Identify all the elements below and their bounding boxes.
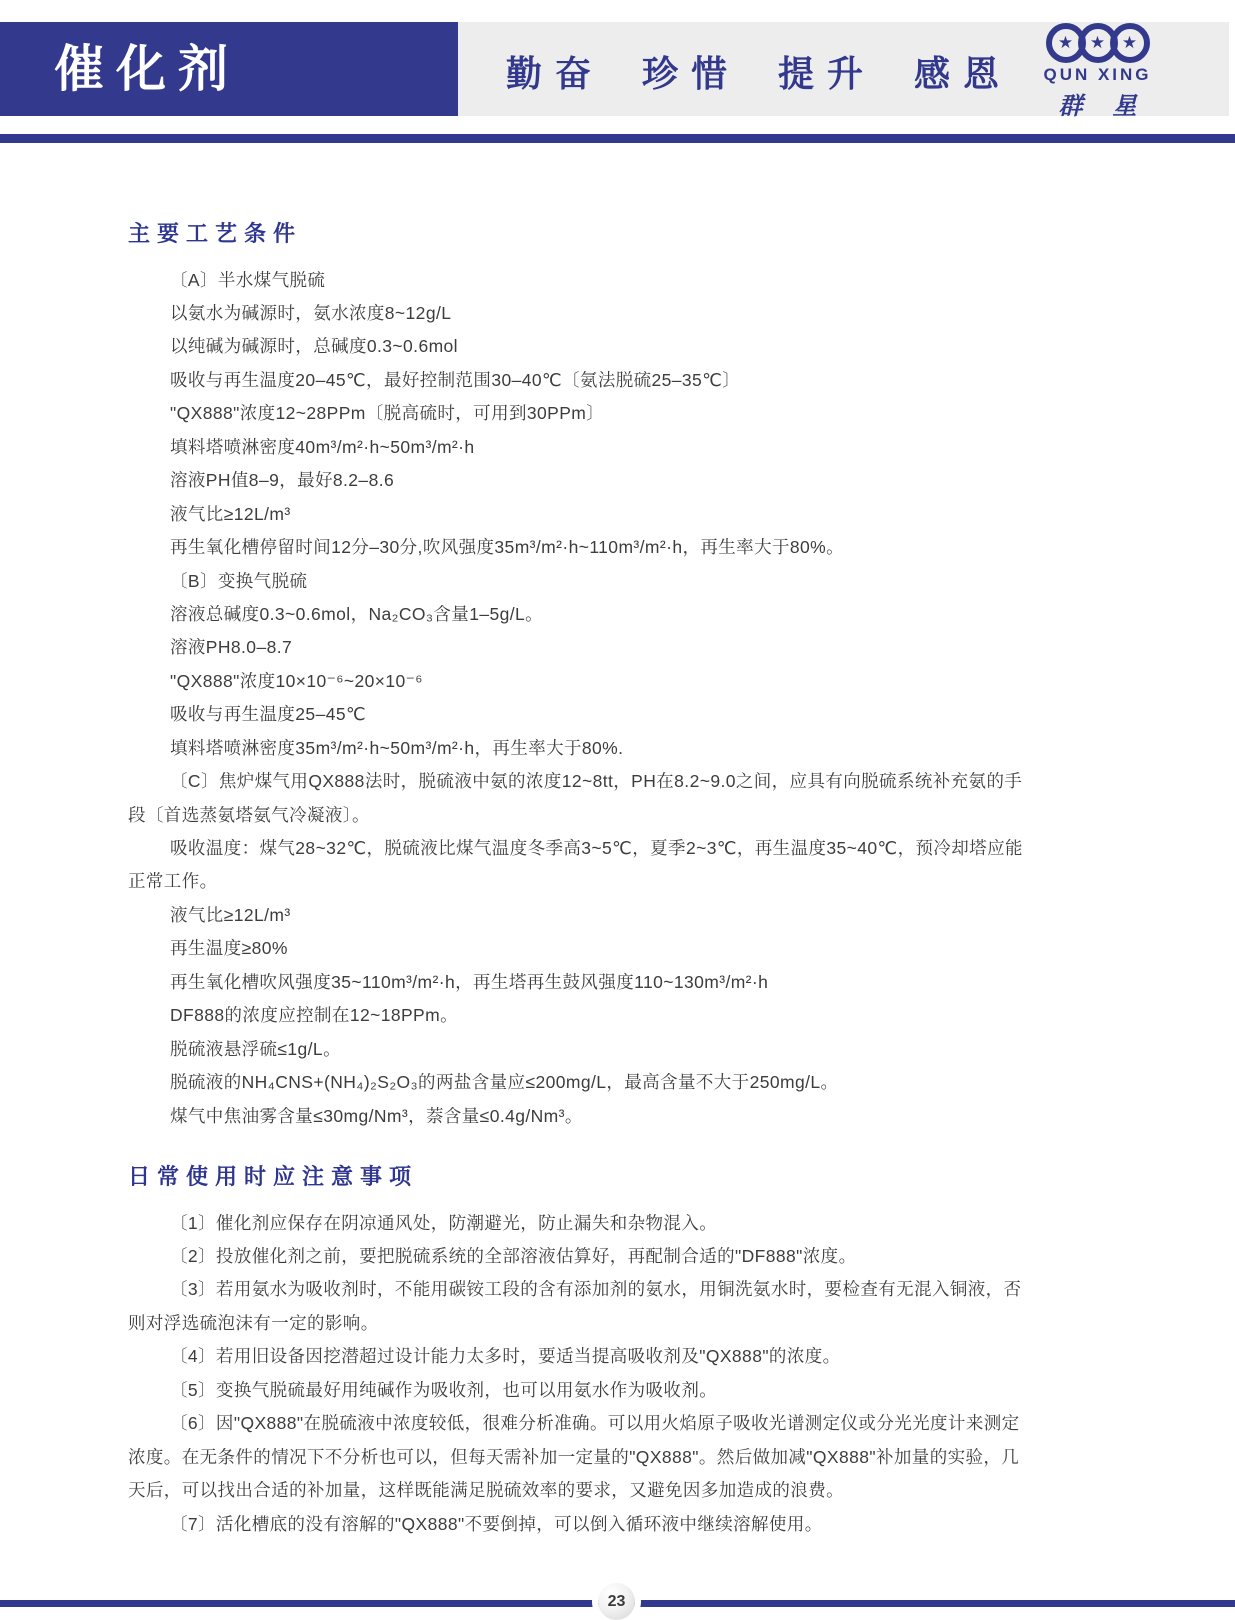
text-line: 再生温度≥80% [170, 938, 288, 959]
text-line: 〔7〕活化槽底的没有溶解的"QX888"不要倒掉，可以倒入循环液中继续溶解使用。 [170, 1513, 823, 1534]
text-line: 溶液PH8.0–8.7 [170, 637, 293, 658]
text-line: 〔B〕变换气脱硫 [170, 570, 308, 591]
text-line: 吸收与再生温度20–45℃，最好控制范围30–40℃〔氨法脱硫25–35℃〕 [170, 369, 741, 390]
text-line: 溶液总碱度0.3~0.6mol，Na₂CO₃含量1–5g/L。 [170, 603, 544, 624]
text-line: 〔4〕若用旧设备因挖潜超过设计能力太多时，要适当提高吸收剂及"QX888"的浓度。 [170, 1346, 841, 1367]
header-band [458, 22, 1229, 120]
text-line: 液气比≥12L/m³ [170, 503, 291, 524]
text-line: 天后，可以找出合适的补加量，这样既能满足脱硫效率的要求，又避免因多加造成的浪费。 [128, 1480, 844, 1501]
text-line: 脱硫液的NH₄CNS+(NH₄)₂S₂O₃的两盐含量应≤200mg/L，最高含量不大于250mg/L。 [170, 1072, 839, 1093]
text-line: 脱硫液悬浮硫≤1g/L。 [170, 1038, 341, 1059]
text-line: 液气比≥12L/m³ [170, 904, 291, 925]
logo-cn-char: 群 [1058, 94, 1083, 120]
text-line: "QX888"浓度10×10⁻⁶~20×10⁻⁶ [170, 670, 423, 691]
slogan-word: 勤奋 [506, 54, 605, 94]
text-line: 〔5〕变换气脱硫最好用纯碱作为吸收剂，也可以用氨水作为吸收剂。 [170, 1379, 718, 1400]
text-line: 煤气中焦油雾含量≤30mg/Nm³，萘含量≤0.4g/Nm³。 [170, 1105, 583, 1126]
page-number-badge: 23 [598, 1583, 635, 1620]
slogan-word: 感恩 [914, 54, 1013, 94]
header-divider [0, 134, 1235, 143]
logo-text-cn [1010, 86, 1185, 121]
page-title: 催化剂 [54, 41, 240, 97]
text-line: 〔3〕若用氨水为吸收剂时，不能用碳铵工段的含有添加剂的氨水，用铜洗氨水时，要检查有无混入铜液，否 [170, 1279, 1022, 1300]
text-line: 吸收温度：煤气28~32℃，脱硫液比煤气温度冬季高3~5℃，夏季2~3℃，再生温度35~40℃，预冷却塔应能 [170, 838, 1023, 859]
brand-title-block [0, 22, 458, 116]
text-line: 〔1〕催化剂应保存在阴凉通风处，防潮避光，防止漏失和杂物混入。 [170, 1212, 718, 1233]
text-line: 段〔首选蒸氨塔氨气冷凝液〕。 [128, 804, 370, 825]
text-line: DF888的浓度应控制在12~18PPm。 [170, 1005, 458, 1026]
text-line: 〔6〕因"QX888"在脱硫液中浓度较低，很难分析准确。可以用火焰原子吸收光谱测定仪或分光光度计来测定 [170, 1413, 1020, 1434]
company-logo [1010, 23, 1185, 121]
logo-text-en: QUN XING [1043, 65, 1152, 84]
text-line: 〔A〕半水煤气脱硫 [170, 269, 326, 290]
text-line: "QX888"浓度12~28PPm〔脱高硫时，可用到30PPm〕 [170, 403, 605, 424]
star-icon: ★ [1089, 32, 1106, 53]
text-line: 以纯碱为碱源时，总碱度0.3~0.6mol [170, 336, 458, 357]
text-line: 再生氧化槽停留时间12分–30分,吹风强度35m³/m²·h~110m³/m²·h，再生率大于80%。 [170, 537, 844, 558]
text-line: 〔C〕焦炉煤气用QX888法时，脱硫液中氨的浓度12~8tt，PH在8.2~9.0之间，应具有向脱硫系统补充氨的手 [170, 771, 1023, 792]
text-line: 正常工作。 [128, 871, 218, 892]
text-line: 填料塔喷淋密度40m³/m²·h~50m³/m²·h [170, 436, 475, 457]
star-icon: ★ [1121, 32, 1138, 53]
text-line: 则对浮选硫泡沫有一定的影响。 [128, 1312, 379, 1333]
text-line: 吸收与再生温度25–45℃ [170, 704, 367, 725]
text-line: 溶液PH值8–9，最好8.2–8.6 [170, 470, 395, 491]
slogan-word: 提升 [778, 54, 877, 94]
text-line: 填料塔喷淋密度35m³/m²·h~50m³/m²·h，再生率大于80%. [170, 737, 624, 758]
logo-cn-char: 星 [1112, 94, 1137, 120]
document-body [128, 143, 1138, 1541]
section-heading: 主要工艺条件 [128, 221, 303, 246]
logo-rings-icon [1010, 23, 1185, 63]
ring-icon [1110, 23, 1150, 63]
slogan [506, 46, 1012, 97]
star-icon: ★ [1057, 32, 1074, 53]
text-line: 浓度。在无条件的情况下不分析也可以，但每天需补加一定量的"QX888"。然后做加减"QX888"补加量的实验，几 [128, 1446, 1020, 1467]
slogan-word: 珍惜 [642, 54, 741, 94]
section-heading: 日常使用时应注意事项 [128, 1163, 419, 1189]
text-line: 〔2〕投放催化剂之前，要把脱硫系统的全部溶液估算好，再配制合适的"DF888"浓度。 [170, 1246, 857, 1266]
text-line: 再生氧化槽吹风强度35~110m³/m²·h，再生塔再生鼓风强度110~130m³/m²·h [170, 971, 769, 992]
text-line: 以氨水为碱源时，氨水浓度8~12g/L [170, 303, 452, 324]
